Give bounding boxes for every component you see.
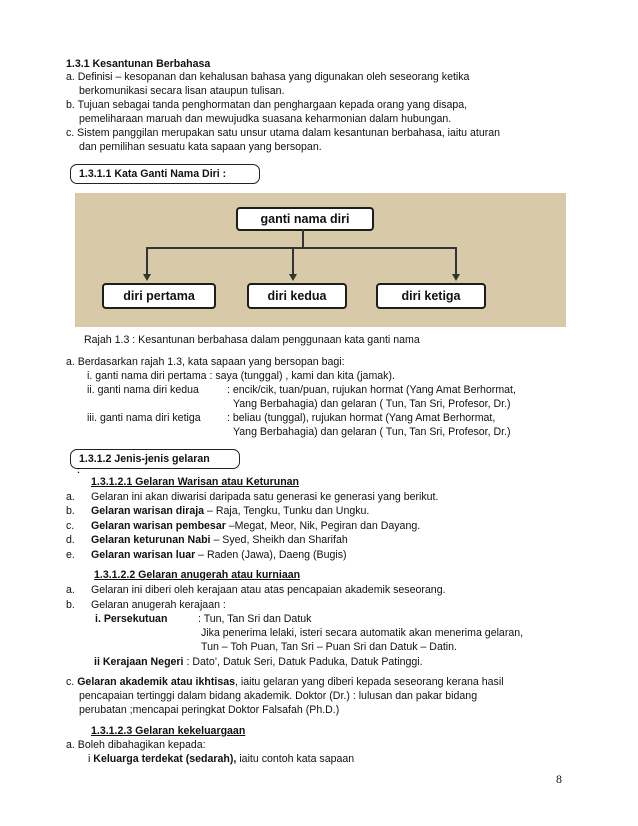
list-item-c: Gelaran warisan pembesar –Megat, Meor, Nik, Pegiran dan Dayang.	[91, 520, 421, 532]
list-item-b: Gelaran warisan diraja – Raja, Tengku, Tunku dan Ungku.	[91, 505, 370, 517]
list-mark: d.	[66, 534, 75, 546]
diagram-arrow	[143, 274, 151, 281]
rajah-item-iii-text2: Yang Berbahagia) dan gelaran ( Tun, Tan Sri, Profesor, Dr.)	[233, 426, 511, 438]
diagram-node-diri-kedua: diri kedua	[247, 283, 347, 309]
keluarga-terdekat-line: i Keluarga terdekat (sedarah), iaitu contoh kata sapaan	[88, 753, 355, 765]
list-item-e: Gelaran warisan luar – Raden (Jawa), Daeng (Bugis)	[91, 549, 347, 561]
para-a-line2: berkomunikasi secara lisan ataupun tulisan.	[79, 85, 285, 97]
list-mark: a.	[66, 491, 75, 503]
diagram-ganti-nama-diri	[75, 193, 566, 327]
list-mark: c.	[66, 520, 75, 532]
rajah-item-ii-text: : encik/cik, tuan/puan, rujukan hormat (Yang Amat Berhormat,	[227, 384, 516, 396]
kerajaan-negeri-line: ii Kerajaan Negeri : Dato’, Datuk Seri, Datuk Paduka, Datuk Patinggi.	[94, 656, 423, 668]
diagram-node-diri-pertama: diri pertama	[102, 283, 216, 309]
list-item-b: Gelaran anugerah kerajaan :	[91, 599, 226, 611]
diagram-connector	[146, 247, 148, 275]
persekutuan-line3: Tun – Toh Puan, Tan Sri – Puan Sri dan Datuk – Datin.	[201, 641, 457, 653]
list-mark: e.	[66, 549, 75, 561]
list-mark: a.	[66, 584, 75, 596]
para-b-line1: b. Tujuan sebagai tanda penghormatan dan penghargaan kepada orang yang disapa,	[66, 99, 468, 111]
gelaran-akademik-line1: c. Gelaran akademik atau ikhtisas, iaitu gelaran yang diberi kepada seseorang kerana hasil	[66, 676, 504, 688]
diagram-root-node: ganti nama diri	[236, 207, 374, 231]
rajah-item-ii-text2: Yang Berbahagia) dan gelaran ( Tun, Tan Sri, Profesor, Dr.)	[233, 398, 511, 410]
list-mark: b.	[66, 505, 75, 517]
figure-caption: Rajah 1.3 : Kesantunan berbahasa dalam penggunaan kata ganti nama	[84, 334, 420, 346]
rajah-item-ii-label: ii. ganti nama diri kedua	[87, 384, 199, 396]
list-item-a: Gelaran ini akan diwarisi daripada satu generasi ke generasi yang berikut.	[91, 491, 439, 503]
section-box-13112	[70, 449, 240, 469]
gelaran-akademik-line2: pencapaian tertinggi dalam bidang akademik. Doktor (Dr.) : lulusan dan pakar bidang	[79, 690, 478, 702]
para-c-line2: dan pemilihan sesuatu kata sapaan yang bersopan.	[79, 141, 322, 153]
diagram-arrow	[289, 274, 297, 281]
section-box-13111	[70, 164, 260, 184]
diagram-connector	[302, 229, 304, 247]
diagram-node-diri-ketiga: diri ketiga	[376, 283, 486, 309]
box-colon: :	[77, 465, 80, 475]
diagram-connector	[292, 247, 294, 275]
list-mark: b.	[66, 599, 75, 611]
rajah-item-iii-text: : beliau (tunggal), rujukan hormat (Yang Amat Berhormat,	[227, 412, 496, 424]
persekutuan-text: : Tun, Tan Sri dan Datuk	[198, 613, 312, 625]
subsection-heading-13121: 1.3.1.2.1 Gelaran Warisan atau Keturunan	[91, 476, 300, 488]
box-title: 1.3.1.1 Kata Ganti Nama Diri :	[79, 168, 227, 180]
diagram-connector	[455, 247, 457, 275]
persekutuan-line2: Jika penerima lelaki, isteri secara automatik akan menerima gelaran,	[201, 627, 524, 639]
page-number: 8	[556, 772, 562, 786]
rajah-intro: a. Berdasarkan rajah 1.3, kata sapaan yang bersopan bagi:	[66, 356, 345, 368]
list-item-a: a. Boleh dibahagikan kepada:	[66, 739, 206, 751]
diagram-arrow	[452, 274, 460, 281]
subsection-heading-13122: 1.3.1.2.2 Gelaran anugerah atau kurniaan	[94, 569, 301, 581]
rajah-item-i: i. ganti nama diri pertama : saya (tunggal) , kami dan kita (jamak).	[87, 370, 395, 382]
box-title: 1.3.1.2 Jenis-jenis gelaran	[79, 453, 210, 465]
para-a-line1: a. Definisi – kesopanan dan kehalusan bahasa yang digunakan oleh seseorang ketika	[66, 71, 470, 83]
section-heading-131: 1.3.1 Kesantunan Berbahasa	[66, 58, 211, 70]
list-item-a: Gelaran ini diberi oleh kerajaan atau atas pencapaian akademik seseorang.	[91, 584, 446, 596]
para-c-line1: c. Sistem panggilan merupakan satu unsur utama dalam kesantunan berbahasa, iaitu aturan	[66, 127, 501, 139]
list-item-d: Gelaran keturunan Nabi – Syed, Sheikh dan Sharifah	[91, 534, 348, 546]
subsection-heading-13123: 1.3.1.2.3 Gelaran kekeluargaan	[91, 725, 246, 737]
rajah-item-iii-label: iii. ganti nama diri ketiga	[87, 412, 201, 424]
persekutuan-label: i. Persekutuan	[95, 613, 168, 625]
gelaran-akademik-line3: perubatan ;mencapai peringkat Doktor Falsafah (Ph.D.)	[79, 704, 340, 716]
para-b-line2: pemeliharaan maruah dan mewujudka suasana keharmonian dalam hubungan.	[79, 113, 452, 125]
diagram-connector	[146, 247, 457, 249]
